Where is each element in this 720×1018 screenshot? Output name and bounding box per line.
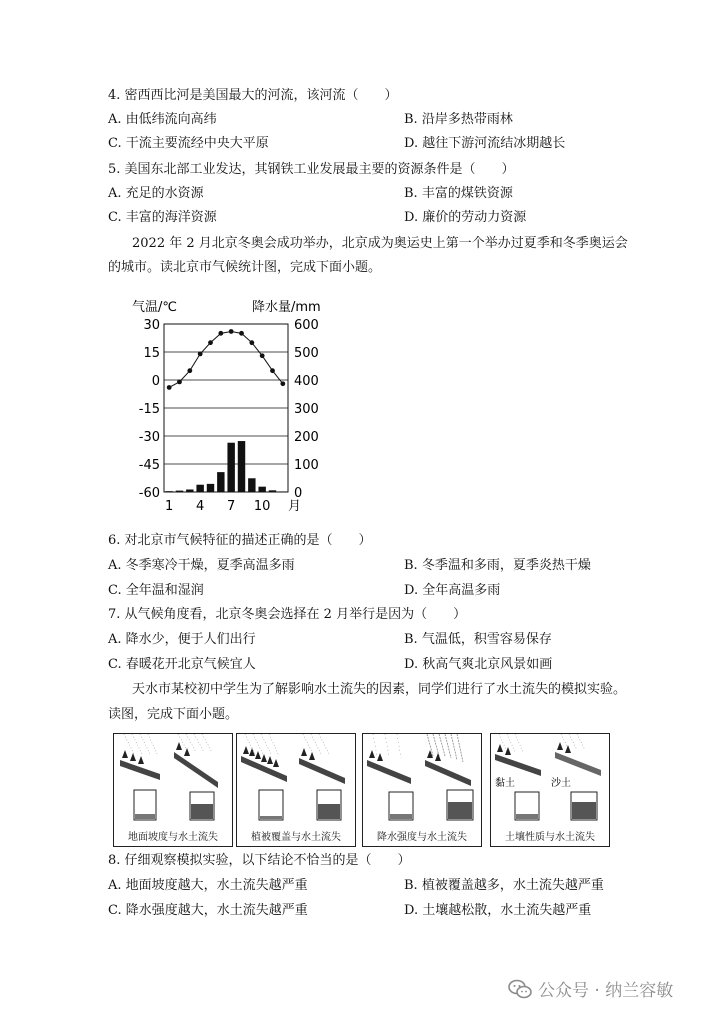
precipitation-bar [258,487,265,492]
q8-option-b: B. 植被覆盖越多，水土流失越严重 [404,878,604,893]
y-right-axis-label: 降水量/mm [252,300,321,315]
watermark [508,976,673,1001]
y-left-tick-label: -15 [138,402,160,417]
q6-option-c: C. 全年温和湿润 [108,583,204,598]
q6-option-b: B. 冬季温和多雨，夏季炎热干燥 [404,558,591,573]
intro2-line2: 读图，完成下面小题。 [108,707,239,722]
precipitation-bar [165,491,172,492]
q6-option-d: D. 全年高温多雨 [404,583,501,598]
q6-option-a: A. 冬季寒冷干燥，夏季高温多雨 [108,558,295,573]
q7-option-b: B. 气温低，积雪容易保存 [404,632,552,647]
y-left-tick-label: -30 [138,430,160,445]
temperature-point [229,329,234,334]
panel-4-caption: 土壤性质与水土流失 [505,832,595,843]
climate-chart [118,296,340,518]
y-left-tick-label: 30 [143,318,160,333]
temperature-point [208,340,213,345]
experiment-panel-soil [490,733,610,847]
temperature-point [198,351,203,356]
intro1-line1: 2022 年 2 月北京冬奥会成功举办，北京成为奥运史上第一个举办过夏季和冬季奥运会 [132,236,628,251]
wechat-icon [508,979,532,999]
precipitation-bar [238,441,245,492]
y-right-tick-label: 300 [294,402,319,417]
q8-option-a: A. 地面坡度越大，水土流失越严重 [108,878,308,893]
precipitation-bar [227,443,234,492]
y-left-tick-label: 0 [151,374,160,389]
precipitation-bar [217,472,224,492]
precipitation-bar [248,478,255,492]
precipitation-bar [176,491,183,492]
y-left-tick-label: -45 [138,458,160,473]
rainfall-illustration [363,734,481,826]
y-right-tick-label: 400 [294,374,319,389]
sand-label: 沙土 [551,778,571,789]
y-left-tick-label: -60 [138,486,160,501]
q4-option-a: A. 由低纬流向高纬 [108,112,217,127]
experiment-panel-vegetation [236,733,356,847]
temperature-point [280,381,285,386]
clay-label: 黏土 [495,778,515,789]
q5-option-b: B. 丰富的煤铁资源 [404,186,513,201]
precipitation-bar [269,490,276,492]
q4-stem: 4. 密西西比河是美国最大的河流，该河流（ ） [108,88,398,103]
temperature-line [169,331,283,387]
q4-option-c: C. 干流主要流经中央大平原 [108,136,269,151]
x-tick-label: 7 [227,499,236,514]
precipitation-bar [207,484,214,492]
temperature-point [167,385,172,390]
y-right-tick-label: 200 [294,430,319,445]
y-left-tick-label: 15 [143,346,160,361]
temperature-point [239,331,244,336]
precipitation-bar [279,491,286,492]
q8-stem: 8. 仔细观察模拟实验，以下结论不恰当的是（ ） [108,853,411,868]
watermark-text: 公众号 · 纳兰容敏 [538,981,674,1001]
temperature-point [260,353,265,358]
q6-stem: 6. 对北京市气候特征的描述正确的是（ ） [108,533,372,548]
q7-stem: 7. 从气候角度看，北京冬奥会选择在 2 月举行是因为（ ） [108,607,467,622]
q5-option-a: A. 充足的水资源 [108,186,204,201]
x-tick-label: 10 [253,499,271,514]
y-right-tick-label: 0 [294,486,303,501]
experiment-panel-rainfall [362,733,482,847]
panel-3-caption: 降水强度与水土流失 [377,832,467,843]
intro2-line1: 天水市某校初中学生为了解影响水土流失的因素，同学们进行了水土流失的模拟实验。 [132,682,627,697]
temperature-point [270,368,275,373]
q8-option-c: C. 降水强度越大，水土流失越严重 [108,903,308,918]
temperature-point [249,340,254,345]
x-axis-unit-label: 月 [288,499,302,514]
experiment-panel-slope [113,733,233,847]
precipitation-bar [186,489,193,492]
x-tick-label: 1 [165,499,174,514]
q8-option-d: D. 土壤越松散，水土流失越严重 [404,903,592,918]
slope-illustration [114,734,232,826]
temperature-point [218,331,223,336]
q7-option-d: D. 秋高气爽北京风景如画 [404,657,553,672]
q7-option-a: A. 降水少，便于人们出行 [108,632,256,647]
temperature-point [177,379,182,384]
q4-option-b: B. 沿岸多热带雨林 [404,112,513,127]
precipitation-bar [196,485,203,492]
panel-2-caption: 植被覆盖与水土流失 [251,832,341,843]
intro1-line2: 的城市。读北京市气候统计图，完成下面小题。 [108,260,382,275]
y-right-tick-label: 500 [294,346,319,361]
panel-1-caption: 地面坡度与水土流失 [128,832,218,843]
q4-option-d: D. 越往下游河流结冰期越长 [404,136,566,151]
temperature-point [187,368,192,373]
q5-option-c: C. 丰富的海洋资源 [108,210,217,225]
q5-stem: 5. 美国东北部工业发达，其钢铁工业发展最主要的资源条件是（ ） [108,162,515,177]
y-right-tick-label: 600 [294,318,319,333]
y-right-tick-label: 100 [294,458,319,473]
vegetation-illustration [237,734,355,826]
q7-option-c: C. 春暖花开北京气候宜人 [108,657,256,672]
q5-option-d: D. 廉价的劳动力资源 [404,210,527,225]
soil-illustration [491,734,609,826]
x-tick-label: 4 [196,499,205,514]
y-left-axis-label: 气温/℃ [132,300,177,315]
